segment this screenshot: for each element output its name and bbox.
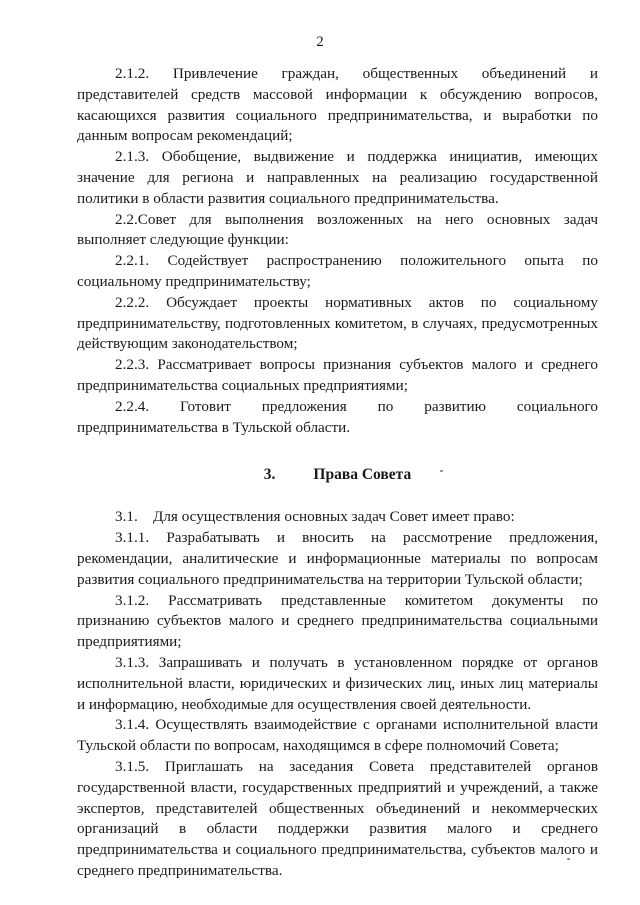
document-body [77, 64, 598, 882]
scan-speck [567, 858, 570, 860]
page-number: 2 [316, 34, 324, 50]
paragraph-3-1-3: 3.1.3. Запрашивать и получать в установленном порядке от органов исполнительной власти, юридических и физических лиц, иных лиц материалы и информацию, необходимые для осуществления своей деятельности. [77, 653, 598, 713]
paragraph-3-1: 3.1. Для осуществления основных задач Совет имеет право: [115, 508, 515, 526]
section-number: 3. [263, 466, 276, 484]
paragraph-2-1-3: 2.1.3. Обобщение, выдвижение и поддержка инициатив, имеющих значение для региона и направленных на реализацию государственной политики в области развития социального предпринимательства. [77, 148, 598, 207]
paragraph-3-1-2: 3.1.2. Рассматривать представленные комитетом документы по признанию субъектов малого и среднего предпринимательства социальными предприятиями; [77, 591, 598, 651]
paragraph-2-2-1: 2.2.1. Содействует распространению положительного опыта по социальному предпринимательству; [77, 252, 598, 290]
section-heading [77, 465, 598, 485]
paragraph-2-2-2: 2.2.2. Обсуждает проекты нормативных актов по социальному предпринимательству, подготовленных комитетом, в случаях, предусмотренных действующим законодательством; [77, 293, 598, 353]
paragraph-2-2-3: 2.2.3. Рассматривает вопросы признания субъектов малого и среднего предпринимательства социальных предприятиями; [77, 356, 598, 394]
paragraph-2-2-4: 2.2.4. Готовит предложения по развитию социального предпринимательства в Тульской области. [77, 397, 598, 436]
paragraph-2-1-2: 2.1.2. Привлечение граждан, общественных объединений и представителей средств массовой информации к обсуждению вопросов, касающихся развития социального предпринимательства, и выработки по данным вопросам рекомендаций; [77, 65, 598, 145]
scan-speck [440, 470, 443, 472]
paragraph-3-1-5: 3.1.5. Приглашать на заседания Совета представителей органов государственной власти, государственных предприятий и учреждений, а также экспертов, представителей общественных объединений и некоммерческих организаций в области поддержки развития малого и среднего предпринимательства и социального предпринимательства, субъектов малого и среднего предпринимательства. [77, 757, 598, 879]
paragraph-3-1-4: 3.1.4. Осуществлять взаимодействие с органами исполнительной власти Тульской области по вопросам, находящимся в сфере полномочий Совета; [77, 716, 598, 755]
paragraph-2-2: 2.2.Совет для выполнения возложенных на него основных задач выполняет следующие функции: [77, 210, 598, 249]
section-title: Права Совета [313, 466, 412, 484]
paragraph-3-1-1: 3.1.1. Разрабатывать и вносить на рассмотрение предложения, рекомендации, аналитические и информационные материалы по вопросам развития социального предпринимательства на территории Тульской области; [77, 529, 598, 588]
